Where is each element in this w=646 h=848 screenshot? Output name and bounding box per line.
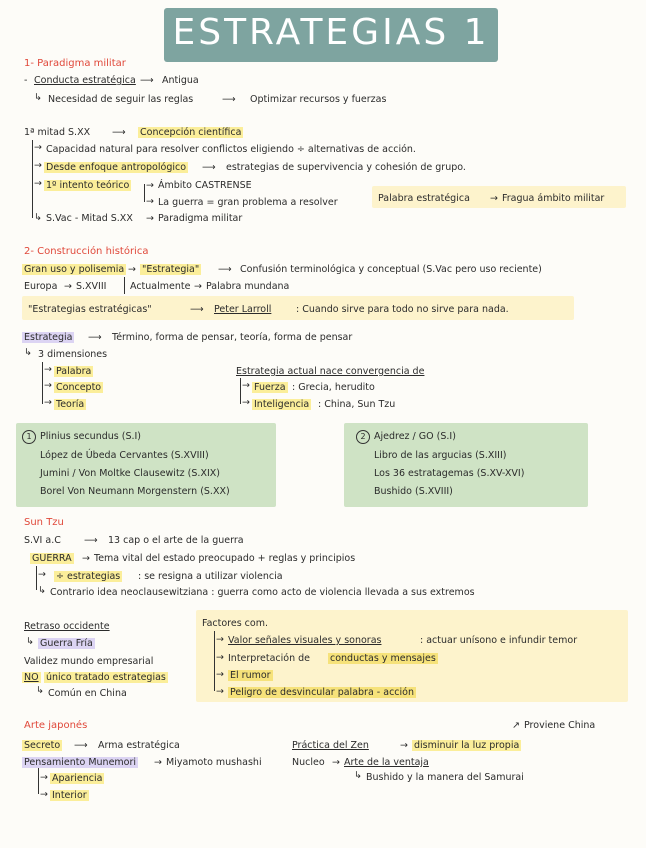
factor1-detail: : actuar unísono e infundir temor [420,635,578,646]
arrow-icon: ⟶ [84,535,98,546]
unico-text: único tratado estrategias [46,672,166,683]
arrow-icon: → [44,364,52,375]
number-2-icon: 2 [356,430,370,444]
retraso-text: Retraso occidente [24,621,110,632]
tree-line [144,184,145,202]
arrow-icon: → [216,652,224,663]
sxviii-text: S.XVIII [76,281,107,292]
arrow-icon: → [242,380,250,391]
arrow-icon: → [216,634,224,645]
box1-line2: López de Úbeda Cervantes (S.XVIII) [40,450,209,461]
larroll-text: Peter Larroll [214,304,272,315]
return-arrow-icon: ↳ [354,770,362,781]
arrow-icon: → [40,772,48,783]
tree-line [214,631,215,691]
cuando-text: : Cuando sirve para todo no sirve para nada. [296,304,509,315]
estrategia-quote: "Estrategia" [142,264,200,275]
paradigma-text: Paradigma militar [158,213,243,224]
termino-text: Término, forma de pensar, teoría, forma de pensar [112,332,353,343]
section1-heading: 1- Paradigma militar [24,58,126,69]
desde-text: Desde enfoque antropológico [46,162,187,173]
secreto-text: Secreto [24,740,61,751]
mitad-text: 1ª mitad S.XX [24,127,91,138]
optimizar-text: Optimizar recursos y fuerzas [250,94,387,105]
concepto-dim: Concepto [56,382,102,393]
teoria-dim: Teoría [56,399,85,410]
box2-line1: Ajedrez / GO (S.I) [374,431,456,442]
arrow-icon: ⟶ [140,75,154,86]
arrow-icon: → [490,193,498,204]
arrow-icon: → [332,757,340,768]
disminuir-text: disminuir la luz propia [414,740,520,751]
factor2a-text: Interpretación de [228,653,311,664]
antigua-text: Antigua [162,75,199,86]
box1-line3: Jumini / Von Moltke Clausewitz (S.XIX) [40,468,220,479]
arrow-icon: → [64,281,72,292]
page-title: ESTRATEGIAS 1 [172,12,490,53]
confusion-text: Confusión terminológica y conceptual (S.Vac pero uso reciente) [240,264,542,275]
sun-heading: Sun Tzu [24,517,64,528]
inteligencia-text: Inteligencia [254,399,310,410]
no-text: NO [24,672,39,683]
number-1-icon: 1 [22,430,36,444]
arrow-icon: ⟶ [88,332,102,343]
tree-line [42,362,43,404]
fuerza-text: Fuerza [254,382,286,393]
fragua-text: Fragua ámbito militar [502,193,605,204]
up-arrow-icon: ↗ [512,720,520,731]
mundana-text: Palabra mundana [206,281,290,292]
arrow-icon: → [44,397,52,408]
box2-line3: Los 36 estratagemas (S.XV-XVI) [374,468,525,479]
pensamiento-text: Pensamiento Munemori [24,757,137,768]
arrow-icon: → [38,569,46,580]
arrow-icon: ⟶ [218,264,232,275]
return-arrow-icon: ↳ [34,212,42,223]
return-arrow-icon: ↳ [26,636,34,647]
arrow-icon: ⟶ [190,304,204,315]
arrow-icon: → [34,178,42,189]
arrow-icon: → [242,397,250,408]
masestr-text: ÷ estrategias [56,571,121,582]
practica-text: Práctica del Zen [292,740,369,751]
section2-heading: 2- Construcción histórica [24,246,149,257]
actual-text: Estrategia actual nace convergencia de [236,366,425,377]
validez-text: Validez mundo empresarial [24,656,154,667]
arrow-icon: → [216,669,224,680]
bushido-text: Bushido y la manera del Samurai [366,772,524,783]
ventaja-text: Arte de la ventaja [344,757,429,768]
resigna-text: : se resigna a utilizar violencia [138,571,283,582]
necesidad-text: Necesidad de seguir las reglas [48,94,194,105]
return-arrow-icon: ↳ [34,92,42,103]
factor4-text: Peligro de desvincular palabra - acción [230,687,414,698]
palabra-text: Palabra estratégica [378,193,470,204]
tree-line [36,566,37,590]
arrow-icon: ⟶ [112,127,126,138]
grecia-text: : Grecia, herudito [292,382,375,393]
svi-text: S.VI a.C [24,535,61,546]
arrow-icon: ⟶ [222,94,236,105]
box1-line4: Borel Von Neumann Morgenstern (S.XX) [40,486,230,497]
guerra-text: La guerra = gran problema a resolver [158,197,338,208]
tree-line [240,378,241,404]
granuso-text: Gran uso y polisemia [24,264,125,275]
box2-line4: Bushido (S.XVIII) [374,486,453,497]
arrow-icon: ⟶ [202,162,216,173]
dimensiones-text: 3 dimensiones [38,349,108,360]
capacidad-text: Capacidad natural para resolver conflictos eligiendo ÷ alternativas de acción. [46,144,416,155]
return-arrow-icon: ↳ [38,585,46,596]
tree-line [38,768,39,794]
intento-text: 1º intento teórico [46,180,130,191]
arte-heading: Arte japonés [24,720,88,731]
interior-text: Interior [52,790,87,801]
arrow-icon: → [34,142,42,153]
arrow-icon: → [146,180,154,191]
palabra-dim: Palabra [56,366,92,377]
arma-text: Arma estratégica [98,740,180,751]
bullet-dash: - [24,75,28,86]
factor3-text: El rumor [230,670,271,681]
arrow-icon: → [400,740,408,751]
china-text: : China, Sun Tzu [318,399,396,410]
concepcion-text: Concepción científica [140,127,242,138]
proviene-text: Proviene China [524,720,596,731]
europa-text: Europa [24,281,58,292]
ambito-text: Ámbito CASTRENSE [158,180,252,191]
svac-text: S.Vac - Mitad S.XX [46,213,133,224]
arrow-icon: → [82,553,90,564]
tema-text: Tema vital del estado preocupado + reglas y principios [94,553,356,564]
box1-line1: Plinius secundus (S.I) [40,431,142,442]
factor2b-text: conductas y mensajes [330,653,436,664]
contrario-text: Contrario idea neoclausewitziana : guerra como acto de violencia llevada a sus extremos [50,587,475,598]
arrow-icon: → [44,380,52,391]
arrow-icon: → [194,281,202,292]
return-arrow-icon: ↳ [36,685,44,696]
arrow-icon: → [128,264,136,275]
factor1-text: Valor señales visuales y sonoras [228,635,382,646]
apariencia-text: Apariencia [52,773,103,784]
comun-text: Común en China [48,688,127,699]
nucleo-text: Nucleo [292,757,325,768]
arrow-icon: ⟶ [74,740,88,751]
estrats-text: "Estrategias estratégicas" [28,304,152,315]
miyamoto-text: Miyamoto mushashi [166,757,262,768]
supervivencia-text: estrategias de supervivencia y cohesión de grupo. [226,162,466,173]
arrow-icon: → [40,789,48,800]
arrow-icon: → [146,213,154,224]
guerra-caps: GUERRA [32,553,72,564]
estrategia-text: Estrategia [24,332,73,343]
box2-line2: Libro de las argucias (S.XIII) [374,450,507,461]
conducta-text: Conducta estratégica [34,75,136,86]
arrow-icon: → [216,686,224,697]
tree-line [32,140,33,218]
cap-text: 13 cap o el arte de la guerra [108,535,244,546]
factores-heading: Factores com. [202,618,268,629]
return-arrow-icon: ↳ [24,347,32,358]
arrow-icon: → [154,757,162,768]
guerrafria-text: Guerra Fría [40,638,93,649]
arrow-icon: → [146,196,154,207]
arrow-icon: → [34,160,42,171]
actualmente-text: Actualmente [130,281,191,292]
divider [124,277,125,294]
